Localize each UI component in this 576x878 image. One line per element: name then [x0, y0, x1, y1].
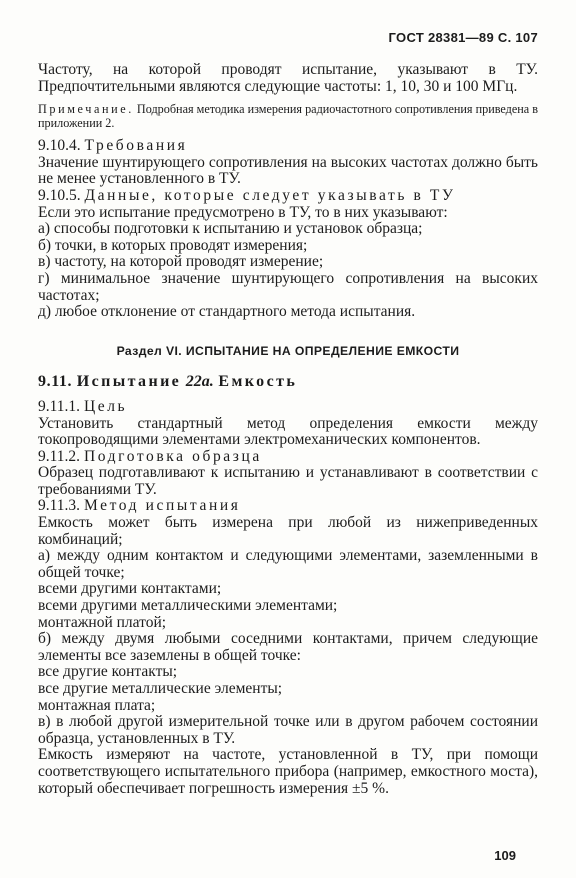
list-item: в) в любой другой измерительной точке или в другом рабочем состоянии образца, установленных в ТУ.: [38, 713, 538, 747]
list-item: в) частоту, на которой проводят измерение;: [38, 253, 324, 271]
clause-title: Цель: [83, 397, 128, 415]
clause-title: Данные, которые следует указывать в ТУ: [84, 186, 456, 204]
clause-9-11-1-heading: [38, 399, 538, 416]
sub-item: всеми другими металлическими элементами;: [38, 597, 338, 615]
test-title-em: 22а.: [185, 373, 214, 391]
list-item: б) между двумя любыми соседними контактами, причем следующие элементы все заземлены в общей точке:: [38, 630, 538, 664]
test-number: 9.11.: [38, 373, 73, 391]
note: [38, 102, 538, 130]
page-content: [38, 62, 538, 797]
test-heading: [38, 374, 538, 391]
final-paragraph: Емкость измеряют на частоте, установленной в ТУ, при помощи соответствующего испытательного прибора (например, емкостного моста), который обеспечивает погрешность измерения ±5 %.: [38, 746, 538, 797]
clause-number: 9.11.1.: [38, 397, 81, 415]
clause-9-11-3-heading: [38, 498, 538, 515]
list-item: г) минимальное значение шунтирующего сопротивления на высоких частотах;: [38, 269, 538, 304]
test-title-a: Испытание: [76, 373, 182, 391]
clause-title: Метод испытания: [83, 497, 241, 515]
list-item: д) любое отклонение от стандартного метода испытания.: [38, 303, 416, 321]
note-label: Примечание.: [38, 102, 134, 117]
clause-9-10-5-text: Если это испытание предусмотрено в ТУ, то в них указывают:: [38, 203, 448, 221]
sub-item: монтажной платой;: [38, 613, 167, 631]
clause-title: Требования: [84, 137, 188, 155]
sub-item: все другие металлические элементы;: [38, 680, 283, 697]
clause-number: 9.11.3.: [38, 497, 81, 515]
sub-item: монтажная плата;: [38, 696, 156, 714]
sub-item: всеми другими контактами;: [38, 580, 222, 598]
test-title-b: Емкость: [218, 373, 298, 391]
page-header: ГОСТ 28381—89 С. 107: [388, 30, 538, 45]
list-item: а) способы подготовки к испытанию и установок образца;: [38, 220, 423, 238]
clause-number: 9.10.5.: [38, 186, 81, 204]
clause-9-11-2-heading: [38, 449, 538, 466]
list-item: а) между одним контактом и следующими элементами, заземленными в общей точке;: [38, 547, 538, 581]
clause-number: 9.11.2.: [38, 447, 81, 465]
list-item: б) точки, в которых проводят измерения;: [38, 236, 308, 254]
intro-paragraph: Частоту, на которой проводят испытание, указывают в ТУ. Предпочтительными являются следующие частоты: 1, 10, 30 и 100 МГц.: [38, 61, 538, 95]
sub-item: все другие контакты;: [38, 663, 178, 681]
clause-9-11-3-text: Емкость может быть измерена при любой из нижеприведенных комбинаций;: [38, 514, 538, 548]
page-number: 109: [494, 848, 516, 863]
clause-9-10-4-text: Значение шунтирующего сопротивления на высоких частотах должно быть не менее установленного в ТУ.: [38, 153, 538, 188]
clause-9-10-4-heading: [38, 138, 538, 155]
clause-9-11-2-text: Образец подготавливают к испытанию и устанавливают в соответствии с требованиями ТУ.: [38, 464, 538, 498]
clause-number: 9.10.4.: [38, 137, 81, 155]
clause-9-10-5-heading: [38, 188, 538, 205]
note-text: Подробная методика измерения радиочастотного сопротивления приведена в приложении 2.: [38, 102, 538, 131]
clause-9-11-1-text: Установить стандартный метод определения емкости между токопроводящими элементами электромеханических компонентов.: [38, 414, 538, 449]
section-title: Раздел VI. ИСПЫТАНИЕ НА ОПРЕДЕЛЕНИЕ ЕМКОСТИ: [116, 343, 460, 358]
clause-title: Подготовка образца: [83, 447, 262, 465]
